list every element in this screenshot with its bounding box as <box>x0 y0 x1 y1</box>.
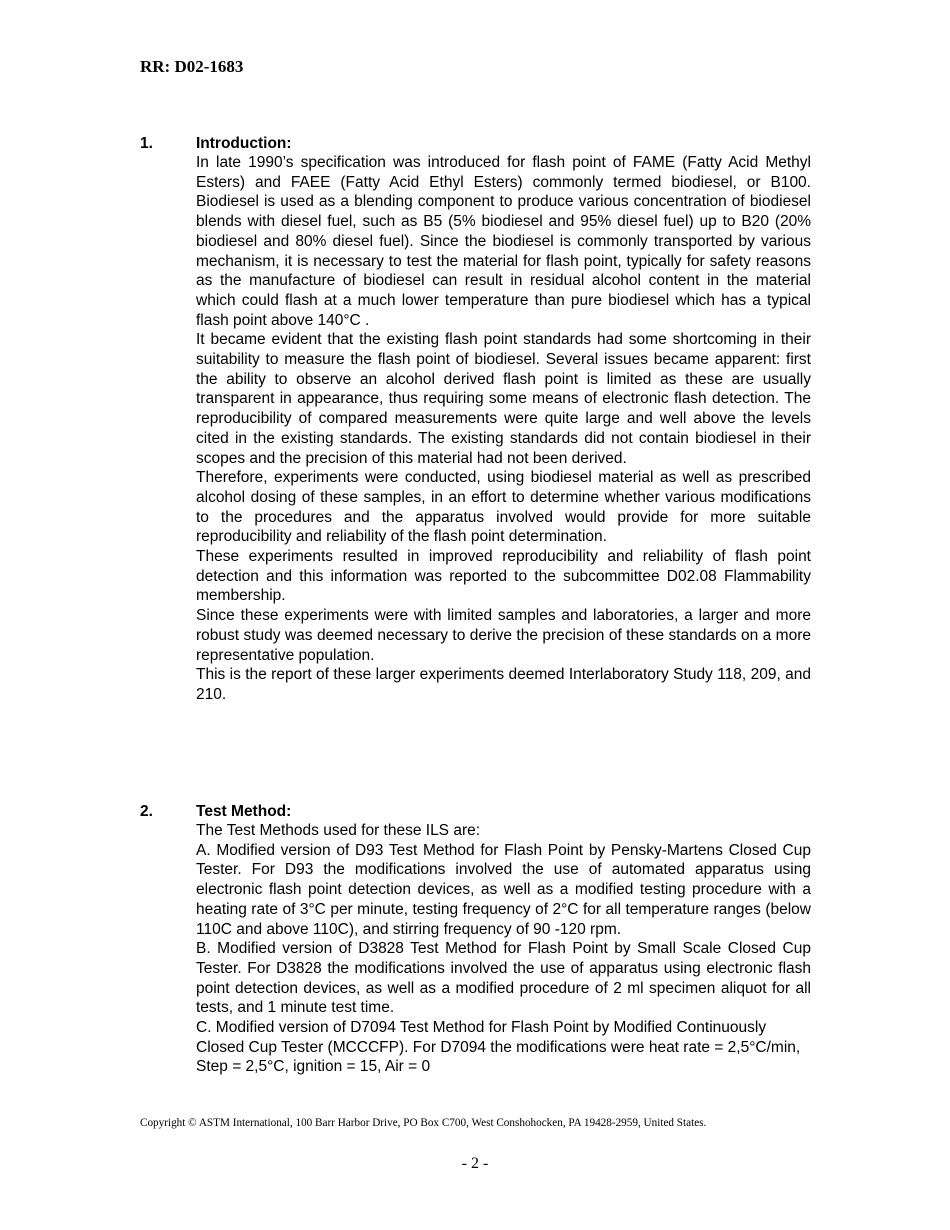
section-title: Introduction: <box>196 135 292 152</box>
section-number: 2. <box>140 803 153 820</box>
paragraph: These experiments resulted in improved reproducibility and reliability of flash point detection and this information was reported to the subcommittee D02.08 Flammability membership. <box>196 548 811 605</box>
paragraph: The Test Methods used for these ILS are: <box>196 822 481 839</box>
report-id-header: RR: D02-1683 <box>140 57 244 76</box>
paragraph: Therefore, experiments were conducted, using biodiesel material as well as prescribed alcohol dosing of these samples, in an effort to determine whether various modifications to the procedures and the apparatus involved would provide for more suitable reproducibility and reliability of the flash point determination. <box>196 469 811 546</box>
paragraph: It became evident that the existing flash point standards had some shortcoming in their suitability to measure the flash point of biodiesel. Several issues became apparent: first the ability to observe an alcohol derived flash point is limited as these are usually transparent in appearance, thus requiring some means of electronic flash detection. The reproducibility of compared measurements were quite large and well above the levels cited in the existing standards. The existing standards did not contain biodiesel in their scopes and the precision of this material had not been derived. <box>196 331 811 467</box>
section-number: 1. <box>140 135 153 152</box>
section-heading <box>140 802 811 821</box>
paragraph: B. Modified version of D3828 Test Method for Flash Point by Small Scale Closed Cup Tester. For D3828 the modifications involved the use of apparatus using electronic flash point detection devices, as well as a modified procedure of 2 ml specimen aliquot for all tests, and 1 minute test time. <box>196 940 811 1017</box>
section-heading <box>140 134 811 153</box>
page-number: - 2 - <box>461 1155 489 1172</box>
section-body <box>196 153 811 705</box>
paragraph: In late 1990’s specification was introduced for flash point of FAME (Fatty Acid Methyl Esters) and FAEE (Fatty Acid Ethyl Esters) commonly termed biodiesel, or B100. Biodiesel is used as a blending component to produce various concentration of biodiesel blends with diesel fuel, such as B5 (5% biodiesel and 95% diesel fuel) up to B20 (20% biodiesel and 80% diesel fuel). Since the biodiesel is commonly transported by various mechanism, it is necessary to test the material for flash point, typically for safety reasons as the manufacture of biodiesel can result in residual alcohol content in the material which could flash at a much lower temperature than pure biodiesel which has a typical flash point above 140°C . <box>196 154 811 329</box>
section-title: Test Method: <box>196 803 292 820</box>
copyright-footer: Copyright © ASTM International, 100 Barr Harbor Drive, PO Box C700, West Conshohocken, PA 19428-2959, United States. <box>140 1117 707 1129</box>
test-method-section <box>140 802 811 1077</box>
introduction-section <box>140 134 811 705</box>
paragraph: C. Modified version of D7094 Test Method for Flash Point by Modified Continuously Closed Cup Tester (MCCCFP). For D7094 the modifications were heat rate = 2,5°C/min, Step = 2,5°C, ignition = 15, Air = 0 <box>196 1019 801 1076</box>
paragraph: A. Modified version of D93 Test Method for Flash Point by Pensky-Martens Closed Cup Tester. For D93 the modifications involved the use of automated apparatus using electronic flash point detection devices, as well as a modified testing procedure with a heating rate of 3°C per minute, testing frequency of 2°C for all temperature ranges (below 110C and above 110C), and stirring frequency of 90 -120 rpm. <box>196 841 811 938</box>
paragraph: This is the report of these larger experiments deemed Interlaboratory Study 118, 209, and 210. <box>196 666 811 703</box>
section-body <box>196 821 811 1077</box>
paragraph: Since these experiments were with limited samples and laboratories, a larger and more robust study was deemed necessary to derive the precision of these standards on a more representative population. <box>196 607 811 664</box>
